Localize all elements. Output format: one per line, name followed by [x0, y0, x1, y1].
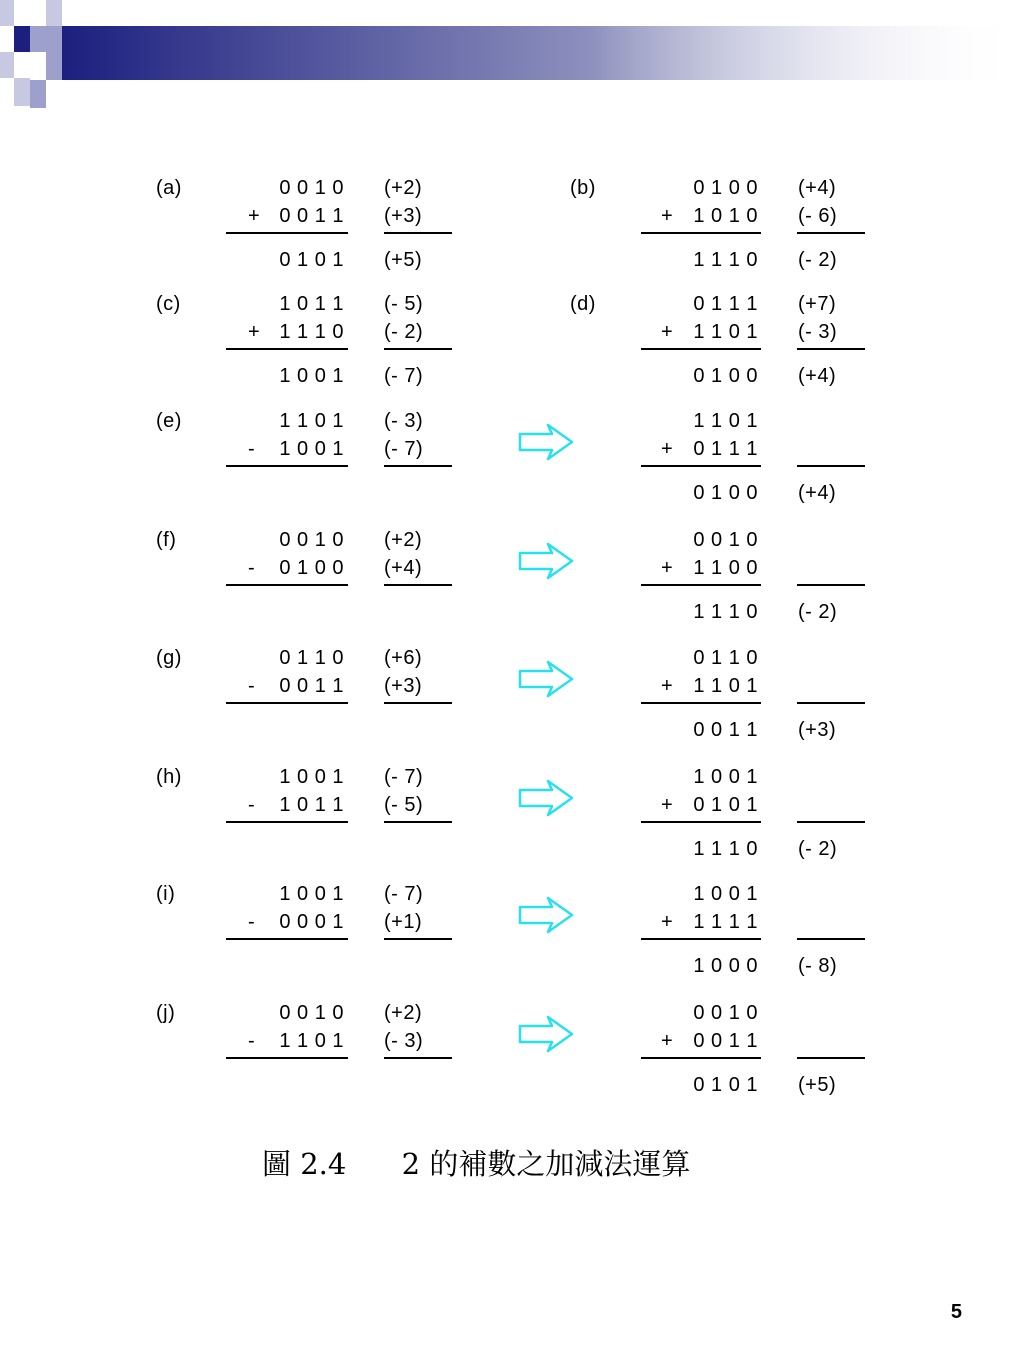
- underline-rule: [384, 702, 452, 704]
- top-operand: 0 1 0 0: [693, 177, 758, 199]
- operator-sign: -: [248, 911, 256, 933]
- top-operand: 1 1 0 1: [279, 410, 344, 432]
- bottom-decimal: (+3): [384, 675, 423, 697]
- converted-bottom-operand: 0 1 1 1: [693, 438, 758, 460]
- page-number: 5: [950, 1301, 962, 1323]
- converted-operator-sign: +: [661, 1030, 674, 1052]
- underline-rule: [641, 348, 761, 350]
- underline-rule: [797, 232, 865, 234]
- caption-title: 2 的補數之加減法運算: [401, 1147, 691, 1181]
- converted-result-decimal: (+4): [798, 482, 837, 504]
- operator-sign: +: [661, 205, 674, 227]
- problem-label: (j): [156, 1002, 176, 1024]
- underline-rule: [226, 1057, 348, 1059]
- converted-operator-sign: +: [661, 675, 674, 697]
- operator-sign: -: [248, 794, 256, 816]
- converted-bottom-operand: 1 1 0 1: [693, 675, 758, 697]
- operator-sign: -: [248, 557, 256, 579]
- converted-operator-sign: +: [661, 438, 674, 460]
- bottom-operand: 0 0 1 1: [279, 675, 344, 697]
- operator-sign: -: [248, 438, 256, 460]
- top-decimal: (- 5): [384, 293, 424, 315]
- banner-square: [0, 52, 14, 78]
- bottom-decimal: (+4): [384, 557, 423, 579]
- underline-rule: [384, 584, 452, 586]
- right-arrow-icon: [518, 778, 574, 818]
- converted-operator-sign: +: [661, 911, 674, 933]
- top-operand: 0 0 1 0: [279, 1002, 344, 1024]
- underline-rule: [384, 938, 452, 940]
- converted-bottom-operand: 0 1 0 1: [693, 794, 758, 816]
- bottom-operand: 0 0 0 1: [279, 911, 344, 933]
- result-decimal: (+5): [384, 249, 423, 271]
- converted-result: 0 0 1 1: [693, 719, 758, 741]
- top-operand: 0 1 1 0: [279, 647, 344, 669]
- converted-operator-sign: +: [661, 794, 674, 816]
- converted-result: 0 1 0 1: [693, 1074, 758, 1096]
- result: 1 1 1 0: [693, 249, 758, 271]
- converted-result: 0 1 0 0: [693, 482, 758, 504]
- underline-rule: [797, 348, 865, 350]
- problem-label: (d): [570, 293, 596, 315]
- underline-rule: [641, 465, 761, 467]
- underline-rule: [641, 232, 761, 234]
- underline-rule: [797, 702, 865, 704]
- converted-operator-sign: +: [661, 557, 674, 579]
- problem-label: (e): [156, 410, 182, 432]
- result: 0 1 0 1: [279, 249, 344, 271]
- operator-sign: -: [248, 1030, 256, 1052]
- bottom-operand: 1 0 1 1: [279, 794, 344, 816]
- top-decimal: (+2): [384, 1002, 423, 1024]
- right-arrow-icon: [518, 422, 574, 462]
- underline-rule: [641, 702, 761, 704]
- banner-square: [14, 78, 30, 106]
- top-operand: 0 0 1 0: [279, 177, 344, 199]
- underline-rule: [384, 1057, 452, 1059]
- right-arrow-icon: [518, 1014, 574, 1054]
- result-decimal: (- 7): [384, 365, 424, 387]
- bottom-decimal: (- 7): [384, 438, 424, 460]
- converted-top-operand: 0 0 1 0: [693, 1002, 758, 1024]
- operator-sign: -: [248, 675, 256, 697]
- caption-figure-number: 圖 2.4: [262, 1147, 347, 1181]
- top-decimal: (- 7): [384, 883, 424, 905]
- operator-sign: +: [248, 321, 261, 343]
- underline-rule: [797, 1057, 865, 1059]
- converted-top-operand: 1 0 0 1: [693, 883, 758, 905]
- underline-rule: [641, 1057, 761, 1059]
- top-operand: 0 0 1 0: [279, 529, 344, 551]
- converted-result-decimal: (- 2): [798, 601, 838, 623]
- underline-rule: [797, 821, 865, 823]
- banner-square: [46, 0, 62, 26]
- bottom-operand: 1 1 0 1: [279, 1030, 344, 1052]
- converted-result: 1 1 1 0: [693, 838, 758, 860]
- bottom-decimal: (- 6): [798, 205, 838, 227]
- bottom-decimal: (+1): [384, 911, 423, 933]
- converted-result-decimal: (- 2): [798, 838, 838, 860]
- top-operand: 1 0 0 1: [279, 883, 344, 905]
- right-arrow-icon: [518, 895, 574, 935]
- converted-top-operand: 1 0 0 1: [693, 766, 758, 788]
- problem-label: (f): [156, 529, 177, 551]
- converted-bottom-operand: 0 0 1 1: [693, 1030, 758, 1052]
- header-banner: [0, 0, 1024, 112]
- banner-square: [30, 80, 46, 108]
- underline-rule: [226, 584, 348, 586]
- underline-rule: [641, 938, 761, 940]
- banner-gradient-bar: [60, 26, 1024, 80]
- bottom-decimal: (- 5): [384, 794, 424, 816]
- converted-top-operand: 1 1 0 1: [693, 410, 758, 432]
- converted-bottom-operand: 1 1 0 0: [693, 557, 758, 579]
- converted-result-decimal: (+5): [798, 1074, 837, 1096]
- underline-rule: [226, 348, 348, 350]
- right-arrow-icon: [518, 659, 574, 699]
- figure-caption: [262, 1146, 690, 1182]
- bottom-operand: 1 1 1 0: [279, 321, 344, 343]
- top-decimal: (+4): [798, 177, 837, 199]
- bottom-operand: 0 1 0 0: [279, 557, 344, 579]
- top-decimal: (+2): [384, 529, 423, 551]
- underline-rule: [226, 821, 348, 823]
- underline-rule: [797, 465, 865, 467]
- bottom-operand: 1 0 0 1: [279, 438, 344, 460]
- underline-rule: [384, 348, 452, 350]
- top-operand: 0 1 1 1: [693, 293, 758, 315]
- result: 1 0 0 1: [279, 365, 344, 387]
- underline-rule: [226, 938, 348, 940]
- banner-square: [30, 26, 46, 52]
- result: 0 1 0 0: [693, 365, 758, 387]
- result-decimal: (+4): [798, 365, 837, 387]
- underline-rule: [384, 465, 452, 467]
- underline-rule: [797, 938, 865, 940]
- bottom-decimal: (+3): [384, 205, 423, 227]
- underline-rule: [641, 821, 761, 823]
- underline-rule: [226, 232, 348, 234]
- problem-label: (b): [570, 177, 596, 199]
- converted-top-operand: 0 1 1 0: [693, 647, 758, 669]
- converted-top-operand: 0 0 1 0: [693, 529, 758, 551]
- problem-label: (g): [156, 647, 182, 669]
- underline-rule: [384, 821, 452, 823]
- converted-result-decimal: (+3): [798, 719, 837, 741]
- problem-label: (i): [156, 883, 176, 905]
- bottom-decimal: (- 3): [798, 321, 838, 343]
- top-decimal: (+7): [798, 293, 837, 315]
- converted-bottom-operand: 1 1 1 1: [693, 911, 758, 933]
- converted-result: 1 0 0 0: [693, 955, 758, 977]
- underline-rule: [641, 584, 761, 586]
- banner-square: [46, 26, 62, 80]
- bottom-decimal: (- 3): [384, 1030, 424, 1052]
- top-decimal: (+6): [384, 647, 423, 669]
- top-operand: 1 0 0 1: [279, 766, 344, 788]
- bottom-operand: 1 1 0 1: [693, 321, 758, 343]
- underline-rule: [797, 584, 865, 586]
- banner-square: [14, 26, 30, 52]
- underline-rule: [384, 232, 452, 234]
- right-arrow-icon: [518, 541, 574, 581]
- underline-rule: [226, 465, 348, 467]
- result-decimal: (- 2): [798, 249, 838, 271]
- converted-result: 1 1 1 0: [693, 601, 758, 623]
- bottom-operand: 0 0 1 1: [279, 205, 344, 227]
- underline-rule: [226, 702, 348, 704]
- banner-square: [0, 0, 14, 26]
- top-decimal: (- 3): [384, 410, 424, 432]
- top-decimal: (+2): [384, 177, 423, 199]
- operator-sign: +: [661, 321, 674, 343]
- top-decimal: (- 7): [384, 766, 424, 788]
- converted-result-decimal: (- 8): [798, 955, 838, 977]
- bottom-operand: 1 0 1 0: [693, 205, 758, 227]
- problem-label: (c): [156, 293, 181, 315]
- problem-label: (h): [156, 766, 182, 788]
- problem-label: (a): [156, 177, 182, 199]
- bottom-decimal: (- 2): [384, 321, 424, 343]
- top-operand: 1 0 1 1: [279, 293, 344, 315]
- operator-sign: +: [248, 205, 261, 227]
